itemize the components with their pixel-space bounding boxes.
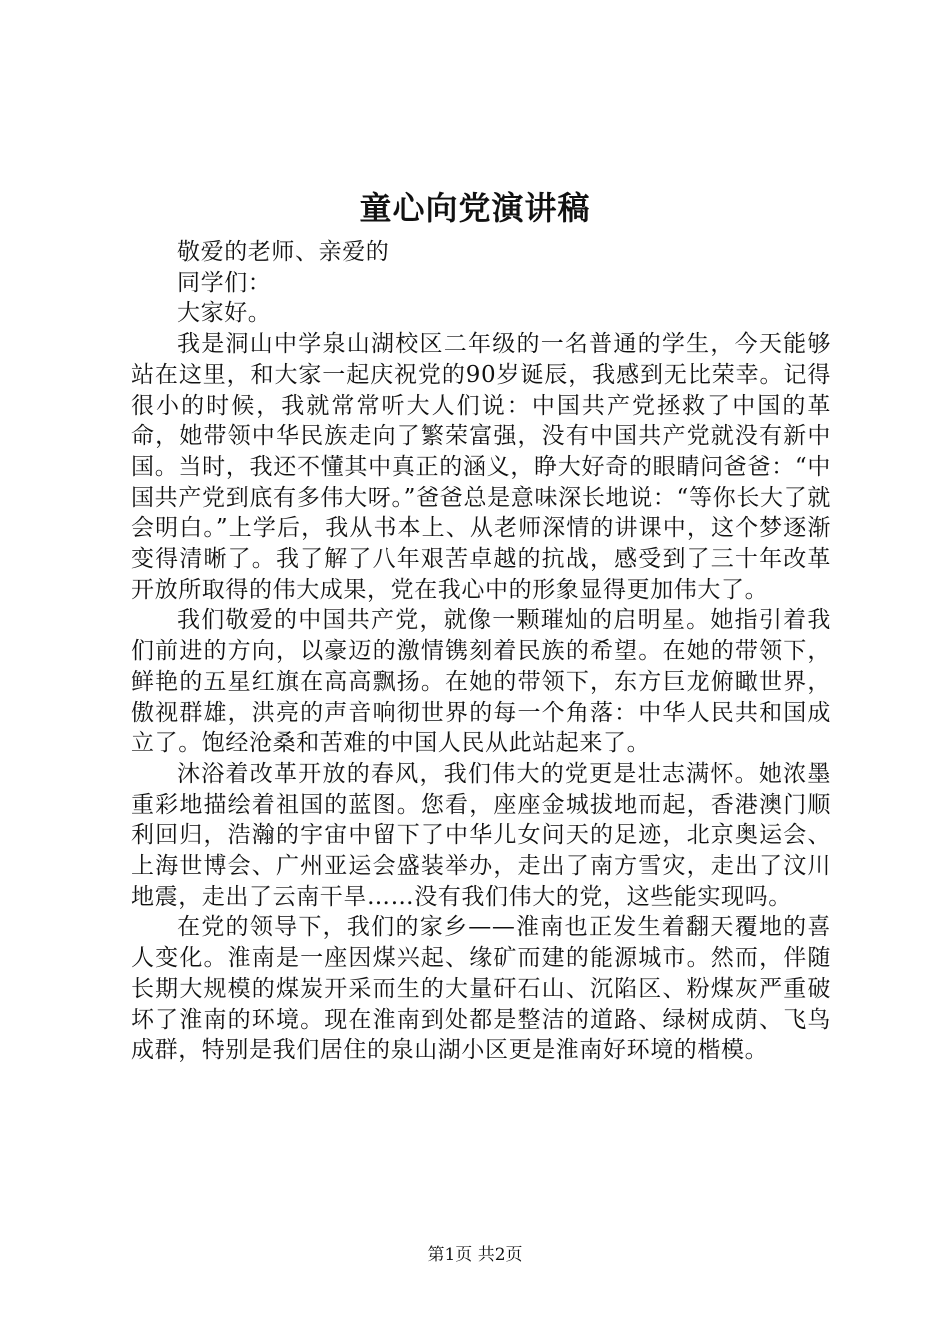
- paragraph: 我们敬爱的中国共产党，就像一颗璀灿的启明星。她指引着我们前进的方向，以豪迈的激情镌刻着民族的希望。在她的带领下，鲜艳的五星红旗在高高飘扬。在她的带领下，东方巨龙俯瞰世界，傲视群雄，洪亮的声音响彻世界的每一个角落：中华人民共和国成立了。饱经沧桑和苦难的中国人民从此站起来了。: [131, 607, 831, 757]
- salutation-line-2: 同学们：: [177, 269, 272, 296]
- page-footer: 第1页 共2页: [427, 1245, 523, 1265]
- greeting: 大家好。: [177, 300, 272, 327]
- document-title: 童心向党演讲稿: [359, 189, 591, 227]
- paragraph: 在党的领导下，我们的家乡——淮南也正发生着翻天覆地的喜人变化。淮南是一座因煤兴起、缘矿而建的能源城市。然而，伴随长期大规模的煤炭开采而生的大量矸石山、沉陷区、粉煤灰严重破坏了淮南的环境。现在淮南到处都是整洁的道路、绿树成荫、飞鸟成群，特别是我们居住的泉山湖小区更是淮南好环境的楷模。: [131, 914, 831, 1064]
- paragraph: 沐浴着改革开放的春风，我们伟大的党更是壮志满怀。她浓墨重彩地描绘着祖国的蓝图。您看，座座金城拔地而起，香港澳门顺利回归，浩瀚的宇宙中留下了中华儿女问天的足迹，北京奥运会、上海世博会、广州亚运会盛装举办，走出了南方雪灾，走出了汶川地震，走出了云南干旱……没有我们伟大的党，这些能实现吗。: [131, 760, 831, 910]
- document-body: [131, 237, 831, 1066]
- salutation-line-1: 敬爱的老师、亲爱的: [177, 239, 390, 265]
- paragraph: 我是洞山中学泉山湖校区二年级的一名普通的学生，今天能够站在这里，和大家一起庆祝党的90岁诞辰，我感到无比荣幸。记得很小的时候，我就常常听大人们说：中国共产党拯救了中国的革命，她带领中华民族走向了繁荣富强，没有中国共产党就没有新中国。当时，我还不懂其中真正的涵义，睁大好奇的眼睛问爸爸：“中国共产党到底有多伟大呀。”爸爸总是意味深长地说：“等你长大了就会明白。”上学后，我从书本上、从老师深情的讲课中，这个梦逐渐变得清晰了。我了解了八年艰苦卓越的抗战，感受到了三十年改革开放所取得的伟大成果，党在我心中的形象显得更加伟大了。: [131, 331, 831, 603]
